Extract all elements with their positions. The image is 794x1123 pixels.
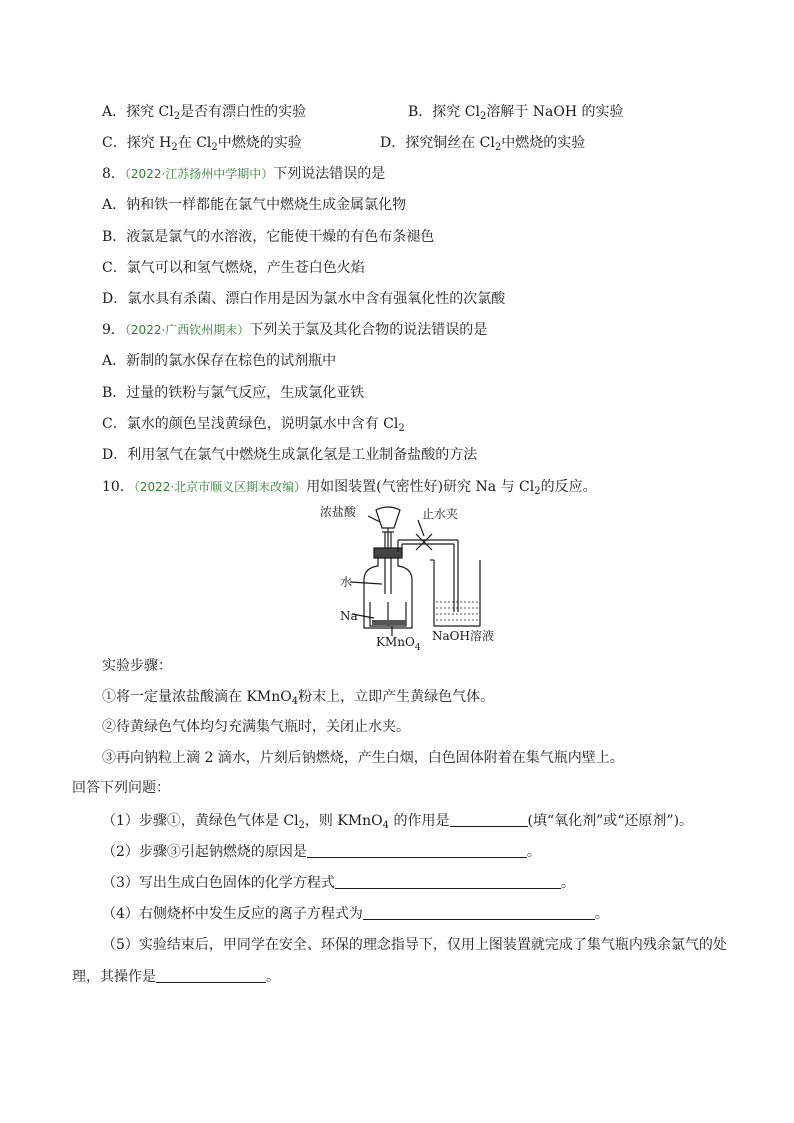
q9-option-a: A．新制的氯水保存在棕色的试剂瓶中 (102, 353, 337, 369)
q8-option-b: B．液氯是氯气的水溶液，它能使干燥的有色布条褪色 (102, 229, 435, 245)
q9-option-c: C．氯水的颜色呈浅黄绿色，说明氯水中含有 $Cl_2$ (102, 416, 405, 434)
q8-option-c: C．氯气可以和氢气燃烧，产生苍白色火焰 (102, 260, 365, 276)
step-1: ①将一定量浓盐酸滴在 KMnO$_4$粉末上，立即产生黄绿色气体。 (102, 689, 495, 707)
q7-option-b: B．探究 $Cl_2$溶解于 NaOH 的实验 (408, 104, 624, 122)
q7-option-d: D．探究铜丝在 $Cl_2$中燃烧的实验 (380, 135, 586, 153)
kmno4-powder (372, 620, 406, 625)
q10-stem: 10．（2022·北京市顺义区期末改编）用如图装置(气密性好)研究 Na 与 $Cl_2$的反应。 (102, 479, 597, 497)
q9-stem: 9．（2022·广西钦州期末）下列关于氯及其化合物的说法错误的是 (102, 322, 488, 338)
q9-option-b: B．过量的铁粉与氯气反应，生成氯化亚铁 (102, 385, 365, 401)
beaker (434, 560, 480, 626)
step-2: ②待黄绿色气体均匀充满集气瓶时，关闭止水夹。 (102, 719, 410, 735)
apparatus-diagram (320, 502, 510, 652)
label-stop-clamp: 止水夹 (422, 507, 459, 521)
q8-option-d: D．氯水具有杀菌、漂白作用是因为氯水中含有强氧化性的次氯酸 (102, 291, 506, 307)
q8-stem: 8．（2022·江苏扬州中学期中）下列说法错误的是 (102, 166, 386, 182)
label-water: 水 (340, 575, 353, 589)
q9-source-tag: （2022·广西钦州期末） (124, 323, 250, 337)
steps-title: 实验步骤： (102, 658, 172, 674)
separatory-funnel (376, 507, 400, 528)
subquestion-3: （3）写出生成白色固体的化学方程式 。 (102, 875, 575, 891)
answer-title: 回答下列问题： (72, 780, 170, 796)
subquestion-4: （4）右侧烧杯中发生反应的离子方程式为 。 (102, 906, 609, 922)
subquestion-1: （1）步骤①，黄绿色气体是 $Cl_2$，则 KMnO$_4$ 的作用是 (填“氧化剂”或“还原剂”)。 (102, 813, 694, 831)
q8-option-a: A．钠和铁一样都能在氯气中燃烧生成金属氯化物 (102, 197, 407, 213)
q9-option-d: D．利用氢气在氯气中燃烧生成氯化氢是工业制备盐酸的方法 (102, 447, 478, 463)
subquestion-2: （2）步骤③引起钠燃烧的原因是 。 (102, 844, 541, 860)
step-3: ③再向钠粒上滴 2 滴水，片刻后钠燃烧，产生白烟，白色固体附着在集气瓶内壁上。 (102, 750, 624, 766)
q8-source-tag: （2022·江苏扬州中学期中） (124, 167, 274, 181)
answer-blank-4[interactable] (363, 905, 595, 920)
apparatus-svg (320, 502, 510, 652)
answer-blank-5[interactable] (156, 968, 266, 983)
q7-option-c: C．探究 $H_2$在 $Cl_2$中燃烧的实验 (102, 135, 302, 153)
subquestion-5-line2: 理，其操作是 。 (72, 969, 280, 985)
answer-blank-1[interactable] (450, 812, 528, 827)
q10-source-tag: （2022·北京市顺义区期末改编） (133, 480, 307, 494)
label-naoh-solution: NaOH溶液 (432, 629, 494, 643)
label-na: Na (340, 609, 358, 623)
label-kmno4: KMnO$_4$ (376, 635, 421, 652)
answer-blank-3[interactable] (335, 874, 561, 889)
label-conc-hcl: 浓盐酸 (320, 505, 357, 519)
subquestion-5-line1: （5）实验结束后，甲同学在安全、环保的理念指导下，仅用上图装置就完成了集气瓶内残余氯气的处 (102, 937, 727, 953)
q7-option-a: A．探究 $Cl_2$是否有漂白性的实验 (102, 104, 307, 122)
answer-blank-2[interactable] (307, 843, 527, 858)
stop-clamp (416, 534, 432, 550)
